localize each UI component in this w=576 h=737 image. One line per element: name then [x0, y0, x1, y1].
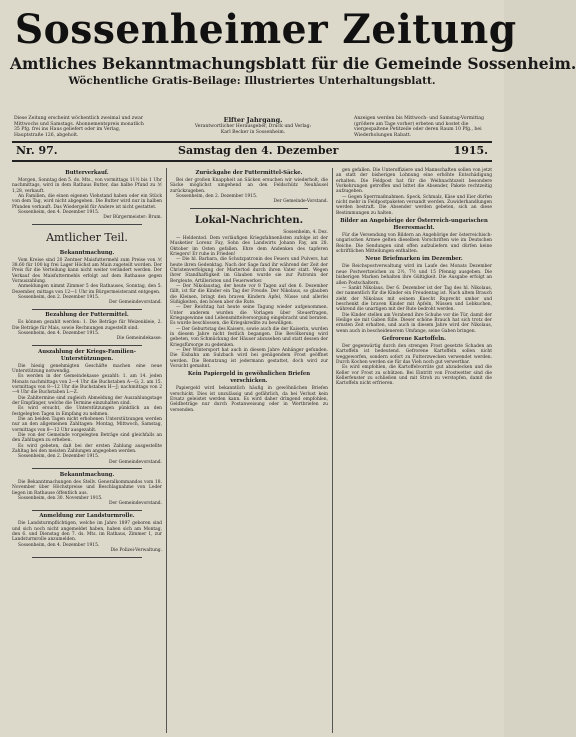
article-paragraph: gen gefallen. Die Unteroffiziere und Mannschaften sollen von jetzt an statt der bisherigen Lohnung eine erhöhte Entschädigung erhalten. Die Feldpost hat für die Weihnachtszeit besondere Vorkehrungen getroffen und bittet die Absender, Pakete rechtzeitig aufzugeben.: [336, 168, 492, 195]
article-signature: Die Gemeindekasse.: [116, 336, 162, 342]
article-heading: Anmeldung zur Landsturmrolle.: [39, 513, 135, 520]
article-paragraph: Sossenheim, den 2. Dezember 1915.: [176, 194, 258, 200]
article-heading: Butterverkauf.: [65, 170, 109, 176]
issue-year: 1915.: [453, 144, 488, 157]
column-right: [336, 168, 492, 733]
article-heading: Bilder an Angehörige der Österreich-ungarischen Heeresmacht.: [340, 218, 488, 232]
article-heading: Zurückgabe der Futtermittel-Säcke.: [195, 170, 303, 176]
article-paragraph: Bei der großen Knappheit an Säcken ersuchen wir wiederholt, die Säcke möglichst umgehend an den Feldschütz Neuhäusel zurückzugeben.: [170, 178, 328, 194]
article-paragraph: Sossenheim, den 2. Dezember 1915.: [18, 454, 100, 460]
article-heading: Bekanntmachung.: [59, 471, 115, 478]
article-paragraph: Es können gezahlt werden: 1. Die Beträge für Weizenkleie, 2. Die Beträge für Mais, sowie Rechnungen zugestellt sind.: [12, 320, 162, 331]
section-title: Lokal-Nachrichten.: [194, 214, 304, 226]
article-paragraph: Sossenheim, den 4. Dezember 1915.: [18, 542, 100, 548]
article-paragraph: Die Landsturmpflichtigen, welche im Jahre 1897 geboren sind und sich noch nicht angemeldet haben, haben sich am Montag, den 6. und Dienstag den 7. ds. Mts. im Rathaus, Zimmer 1, zur Landsturmrolle anzumelden.: [12, 521, 162, 543]
article-heading: Bekanntmachung.: [59, 249, 115, 256]
article-paragraph: — Sankt Nikolaus. Der 6. Dezember ist der Tag des hl. Nikolaus, der namentlich für die Kinder ein Freudentag ist. Nach altem Brauch zieht der Nikolaus mit seinem Knecht Ruprecht umher und beschenkt die braven Kinder mit Äpfeln, Nüssen und Lebkuchen, während die unartigen mit der Rute bedroht werden.: [336, 285, 492, 313]
newspaper-title: Sossenheimer Zeitung: [14, 6, 517, 53]
article-paragraph: Es wird empfohlen, die Kartoffelvorräte gut abzudecken und die Keller vor Frost zu schützen. Bei Eintritt von Frostwetter sind die Kellerfenster zu schließen und mit Stroh zu verstopfen, damit die Kartoffeln nicht erfrieren.: [336, 365, 492, 387]
article-signature: Der Gemeinde-Vorstand.: [273, 199, 328, 205]
article-signature: Die Polizei-Verwaltung.: [110, 548, 162, 554]
publisher-info: [190, 116, 316, 135]
publisher-text: Verantwortlicher Herausgeber, Druck und Verlag: Karl Becker in Sossenheim.: [194, 124, 312, 135]
masthead: [10, 6, 576, 88]
advertising-info: Anzeigen werden bis Mittwoch- und Samstag-Vormittag (größere am Tage vorher) erbeten und kostet die viergespaltene Petitzeile oder deren Raum 10 Pfg., bei Wiederholungen Rabatt.: [354, 116, 484, 138]
article-paragraph: — Heldentod. Dem vorläufigen Kriegsfahnenlisten zufolge ist der Musketier Lorenz Fay, Sohn des Landwirts Johann Fay, am 28. Oktober im Osten gefallen. Ehre dem Andenken des tapferen Kriegers! Er ruhe in Frieden!: [170, 235, 328, 257]
article-paragraph: Morgen, Sonntag den 5. ds. Mts., von vormittags 11½ bis 1 Uhr nachmittags, wird in dem Rathaus Butter, das halbe Pfund zu ℳ 1,28, verkauft.: [12, 178, 162, 194]
article-paragraph: An Familien, die einen eigenen Viehstand haben oder ein Stück von dem Tag, wird nicht abgegeben. Die Butter wird nur in halben Pfunden verkauft. Das Wiedergeld für Andere ist nicht gestattet.: [12, 194, 162, 210]
article-paragraph: Anmeldungen nimmt Zimmer 5 des Rathauses, Sonntag, den 5. Dezember, mittags von 12—1 Uhr im Bürgermeisteramt entgegen.: [12, 284, 162, 295]
article-paragraph: — Die hl. Barbara, die Schutzpatronin des Feuers und Pulvers, hat heute ihren Gedenktag. Nach der Sage fand ihr während der Zeit der Christenverfolgung der Martertod durch ihren Vater statt. Wegen ihrer Standhaftigkeit im Glauben wurde sie zur Patronin der Bergleute, Artilleristen und Feuerwerker.: [170, 257, 328, 284]
article-signature: Der Gemeindevorstand.: [108, 300, 162, 306]
article-paragraph: Sossenheim, den 30. November 1915.: [18, 495, 103, 501]
article-separator: [32, 309, 142, 310]
section-title: Amtlicher Teil.: [46, 230, 128, 244]
column-left: [12, 168, 162, 733]
article-separator: [190, 208, 308, 209]
article-paragraph: Die Zahltermine sind zugleich Abmeldung der Auszahlungstage der Empfänger, welche die Termine einzuhalten sind.: [12, 395, 162, 407]
article-separator: [32, 468, 142, 469]
article-heading: Bezahlung der Futtermittel.: [45, 312, 129, 319]
article-separator: [32, 510, 142, 511]
article-paragraph: Die Reichspostverwaltung wird im Laufe des Monats Dezember neue Postwertzeichen zu 2½, 7½ und 15 Pfennig ausgeben. Die bisherigen Marken behalten ihre Gültigkeit. Die Ausgabe erfolgt an allen Postschaltern.: [336, 264, 492, 286]
article-paragraph: Es wird gebeten, daß bei der ersten Zahlung ausgestellte Zahltag bei den meisten Zahlungen angegeben werden.: [12, 443, 162, 455]
article-signature: Der Gemeindevorstand.: [108, 501, 162, 507]
article-paragraph: Es werden in der Gemeindekasse gezahlt: 1. am 14. jeden Monats nachmittags von 2—4 Uhr die Buchstaben A—G; 2. am 15. vormittags von 8—12 Uhr die Buchstaben H—J; nachmittags von 2—4 Uhr die Buchstaben L—Z.: [12, 374, 162, 396]
article-paragraph: Die an beiden Tagen nicht erhobenen Unterstützungen werden nur an den allgemeinen Zahltagen: Montag, Mittwoch, Samstag, vormittags von 8—12 Uhr ausgezahlt.: [12, 417, 162, 433]
article-heading: Kein Papiergeld in gewöhnlichen Briefen verschicken.: [187, 371, 311, 385]
article-paragraph: Sossenheim, den 4. Dezember 1915.: [18, 331, 100, 337]
issue-date: Samstag den 4. Dezember: [178, 144, 339, 157]
article-paragraph: Sossenheim, den 2. Dezember 1915.: [18, 294, 100, 300]
volume-year: Elfter Jahrgang.: [223, 116, 283, 124]
column-middle: [170, 168, 328, 733]
article-paragraph: — Gegen Sperrmaßnahmen. Speck, Schmalz, Käse und Eier dürfen nicht mehr in Feldpostpaketen versandt werden. Zuwiderhandlungen werden bestraft. Die Absender werden gebeten, sich an diese Bestimmungen zu halten.: [336, 194, 492, 216]
article-paragraph: Vom Kreise sind 20 Zentner Maisfuttermehl zum Preise von ℳ 38.60 für 100 kg frei Lager Höchst am Main zugeteilt worden. Der Preis für die Verteilung kann nicht weiter verändert werden. Der Verkauf des Maisfuttermehls erfolgt auf dem Rathause gegen Vorauszahlung.: [12, 257, 162, 284]
article-heading: Gefrorene Kartoffeln.: [382, 335, 446, 342]
article-paragraph: Die hiesig genehmigten Geschäfte machen eine neue Unterstützung notwendig.: [12, 363, 162, 374]
top-rule: [12, 141, 492, 143]
dateline: Sossenheim, 4. Dez.: [283, 229, 328, 235]
article-separator: [32, 557, 142, 558]
issue-number: Nr. 97.: [16, 144, 58, 157]
article-signature: Der Gemeindevorstand.: [108, 459, 162, 465]
article-paragraph: Die von der Gemeinde vorgelegten Beträge sind gleichfalls an den Zahltagen zu erheben.: [12, 433, 162, 444]
article-paragraph: — Der Nikolaustag, der heute vor 8 Tagen auf den 6. Dezember fällt, ist für die Kinder ein Tag der Freude. Der Nikolaus, so glauben die Kleinen, bringt den braven Kindern Äpfel, Nüsse und allerlei Süßigkeiten, den bösen aber die Rute.: [170, 283, 328, 305]
bottom-rule: [12, 160, 492, 162]
supplement-line: Wöchentliche Gratis-Beilage: Illustriertes Unterhaltungsblatt.: [68, 75, 436, 87]
article-paragraph: — Der Geburtstag des Kaisers, sowie auch die der Kaiserin, wurden in diesem Jahre nicht festlich begangen. Die Bevölkerung wird gebeten, von Schmückung der Häuser abzusehen und statt dessen der Kriegsfürsorge zu gedenken.: [170, 326, 328, 348]
article-paragraph: Der gegenwärtig durch den strengen Frost gesetzte Schaden an Kartoffeln ist bedeutend. Gefrorene Kartoffeln sollen nicht weggeworfen, sondern sofort zu Futterzwecken verwendet werden. Durch Kochen werden sie für das Vieh noch gut verwertbar.: [336, 343, 492, 365]
article-heading: Neue Briefmarken im Dezember.: [365, 256, 463, 263]
column-divider: [166, 168, 167, 733]
article-heading: Auszahlung der Kriegs-Familien-Unterstützungen.: [38, 348, 136, 362]
article-signature: Der Bürgermeister: Brum.: [103, 215, 162, 221]
article-paragraph: Es wird ersucht, die Unterstützungen pünktlich an den festgelegten Tagen in Empfang zu nehmen.: [12, 406, 162, 417]
column-divider: [332, 168, 333, 733]
article-paragraph: Sossenheim, den 4. Dezember 1915.: [18, 210, 100, 216]
article-paragraph: — Der Wintersport hat auch in diesem Jahre Anhänger gefunden. Die Eisbahn am Sulzbach wird bei genügendem Frost geöffnet werden. Die Benutzung ist jedermann gestattet, doch wird zur Vorsicht gemahnt.: [170, 348, 328, 370]
subscription-info: Diese Zeitung erscheint wöchentlich zweimal und zwar Mittwochs und Samstags. Abonnementspreis monatlich 35 Pfg. frei ins Haus geliefert oder im Verlag, Hauptstraße 126, abgeholt.: [14, 116, 144, 138]
article-paragraph: Die Kinder stellen am Vorabend ihre Schuhe vor die Tür, damit der Heilige sie mit Gaben fülle. Dieser schöne Brauch hat sich trotz der ernsten Zeit erhalten, und auch in diesem Jahre wird der Nikolaus, wenn auch in bescheidenerem Umfange, seine Gaben bringen.: [336, 312, 492, 334]
article-paragraph: Papiergeld wird bekanntlich häufig in gewöhnlichen Briefen verschickt. Dies ist unzulässig und gefährlich, da bei Verlust kein Ersatz geleistet werden kann. Es wird daher dringend empfohlen, Geldbeträge nur durch Postanweisung oder in Wertbriefen zu versenden.: [170, 386, 328, 413]
article-separator: [32, 224, 142, 225]
issue-bar: [12, 144, 492, 158]
article-paragraph: Die Bekanntmachungen des Stellv. Generalkommandos vom 18. November über Höchstpreise und Beschlagnahme von Leder liegen im Rathause öffentlich aus.: [12, 479, 162, 496]
article-paragraph: — Der Reichtag hat heute seine Tagung wieder aufgenommen. Unter anderem wurden die Vorlagen über Steuerfragen, Kriegsgewinne und Lebensmittelversorgung eingebracht und beraten. Es wurde beschlossen, die Kriegskredite zu bewilligen.: [170, 305, 328, 327]
article-paragraph: Für die Versendung von Bildern an Angehörige der österreichisch-ungarischen Armee gelten dieselben Vorschriften wie im Deutschen Reiche. Die Sendungen sind offen aufzuliefern und dürfen keine schriftlichen Mitteilungen enthalten.: [336, 233, 492, 255]
article-separator: [32, 345, 142, 346]
newspaper-subtitle: Amtliches Bekanntmachungsblatt für die Gemeinde Sossenheim.: [10, 54, 576, 73]
